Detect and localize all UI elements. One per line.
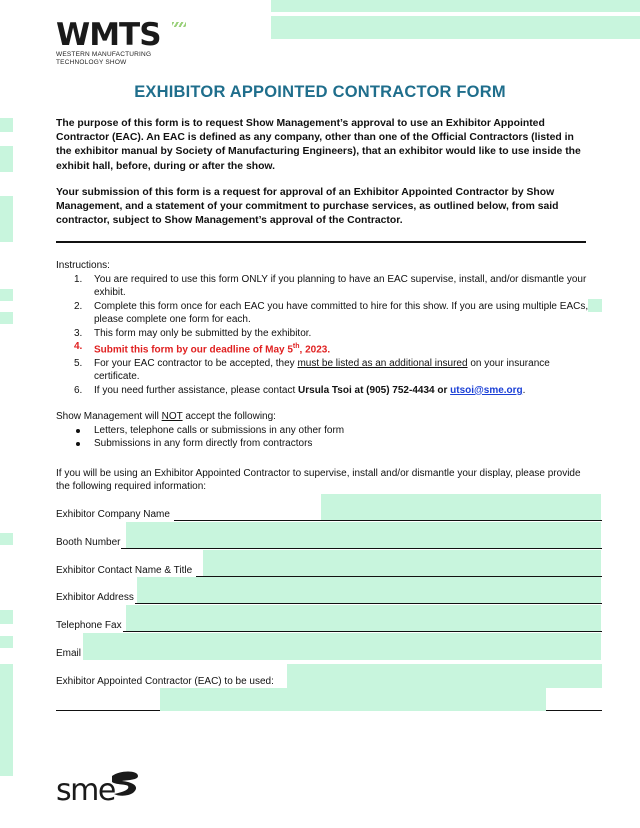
eac-label: Exhibitor Appointed Contractor (EAC) to be used: (56, 676, 274, 687)
email-label: Email (56, 648, 82, 659)
instructions-list (56, 273, 596, 397)
bullet-icon (76, 429, 80, 433)
logo-subtitle-line2: TECHNOLOGY SHOW (56, 58, 127, 66)
telephone-fax-field[interactable] (56, 618, 602, 632)
eac-input-line-left[interactable] (56, 710, 160, 711)
instruction-item-1: 1. You are required to use this form ONLY if you planning to have an EAC supervise, install, and/or dismantle your exhibit. (74, 274, 587, 299)
request-paragraph: If you will be using an Exhibitor Appointed Contractor to supervise, install and/or dismantle your display, please provide the following required information: (56, 468, 581, 493)
highlight-left-3 (0, 196, 13, 242)
section-divider (56, 241, 586, 243)
company-name-field[interactable] (56, 507, 602, 521)
contact-name-field[interactable] (56, 563, 602, 577)
contact-name-input-line[interactable] (196, 565, 602, 577)
telephone-fax-label: Telephone Fax (56, 620, 122, 631)
wmts-logo-text: WMTS (56, 17, 161, 53)
instruction-item-4-deadline: 4. Submit this form by our deadline of May 5th, 2023. (74, 341, 331, 356)
instruction-item-6: 6. If you need further assistance, please contact Ursula Tsoi at (905) 752-4434 or utsoi@sme.org. (74, 384, 526, 396)
instruction-item-3: 3. This form may only be submitted by the exhibitor. (74, 327, 312, 339)
highlight-left-6 (0, 533, 13, 545)
logo-subtitle-line1: WESTERN MANUFACTURING (56, 51, 152, 58)
notice-item-1: Letters, telephone calls or submissions in any other form (56, 424, 596, 437)
notice-item-2: Submissions in any form directly from contractors (56, 437, 596, 450)
field-highlight-eac-2 (160, 688, 546, 711)
email-field[interactable] (56, 646, 602, 660)
highlight-top-right (271, 0, 640, 12)
eac-input-line-right[interactable] (546, 710, 602, 711)
eac-field[interactable] (56, 674, 602, 688)
logo-accent-icon (172, 22, 186, 27)
booth-number-input-line[interactable] (121, 537, 602, 549)
company-name-input-line[interactable] (174, 509, 602, 521)
instruction-item-2: 2. Complete this form once for each EAC you have committed to hire for this show. If you are using multiple EACs, please complete one form for each. (74, 300, 589, 326)
wmts-logo (56, 17, 196, 66)
sme-logo (56, 770, 146, 810)
booth-number-label: Booth Number (56, 537, 121, 548)
address-field[interactable] (56, 590, 602, 604)
contact-name-label: Exhibitor Contact Name & Title (56, 565, 193, 576)
highlight-left-7 (0, 610, 13, 624)
address-label: Exhibitor Address (56, 592, 134, 603)
address-input-line[interactable] (135, 592, 602, 604)
highlight-left-2 (0, 146, 13, 172)
bullet-icon (76, 442, 80, 446)
sme-swoosh-icon (108, 770, 142, 800)
instructions-heading: Instructions: (56, 260, 110, 271)
highlight-left-1 (0, 118, 13, 132)
notice-list (56, 424, 596, 451)
notice-heading: Show Management will NOT accept the following: (56, 411, 276, 422)
company-name-label: Exhibitor Company Name (56, 509, 170, 520)
contact-email-link[interactable]: utsoi@sme.org (450, 384, 523, 396)
email-input-line[interactable] (82, 648, 602, 660)
highlight-top-right-2 (271, 16, 640, 39)
page-title: EXHIBITOR APPOINTED CONTRACTOR FORM (134, 83, 506, 101)
highlight-left-4 (0, 289, 13, 301)
sme-logo-text: sme (56, 773, 115, 808)
logo-subtitle (56, 51, 196, 66)
wmts-logo-mark (56, 17, 196, 53)
highlight-left-5 (0, 312, 13, 324)
highlight-left-9 (0, 664, 13, 776)
intro-paragraph-1: The purpose of this form is to request Show Management’s approval to use an Exhibitor Appointed Contractor (EAC). An EAC is defined as any company, other than one of the Official Contractors (listed in the exhibitor manual by Society of Manufacturing Engineers), that an exhibitor would like to use inside the exhibit hall, before, during or after the show. (56, 118, 581, 172)
telephone-fax-input-line[interactable] (123, 620, 602, 632)
booth-number-field[interactable] (56, 535, 602, 549)
highlight-left-8 (0, 636, 13, 648)
instruction-item-5: 5. For your EAC contractor to be accepted, they must be listed as an additional insured on your insurance certificate. (74, 357, 550, 383)
intro-paragraph-2: Your submission of this form is a request for approval of an Exhibitor Appointed Contractor by Show Management, and a statement of your commitment to purchase services, as outlined below, from said contractor, subject to Show Management’s approval of the Contractor. (56, 187, 559, 227)
